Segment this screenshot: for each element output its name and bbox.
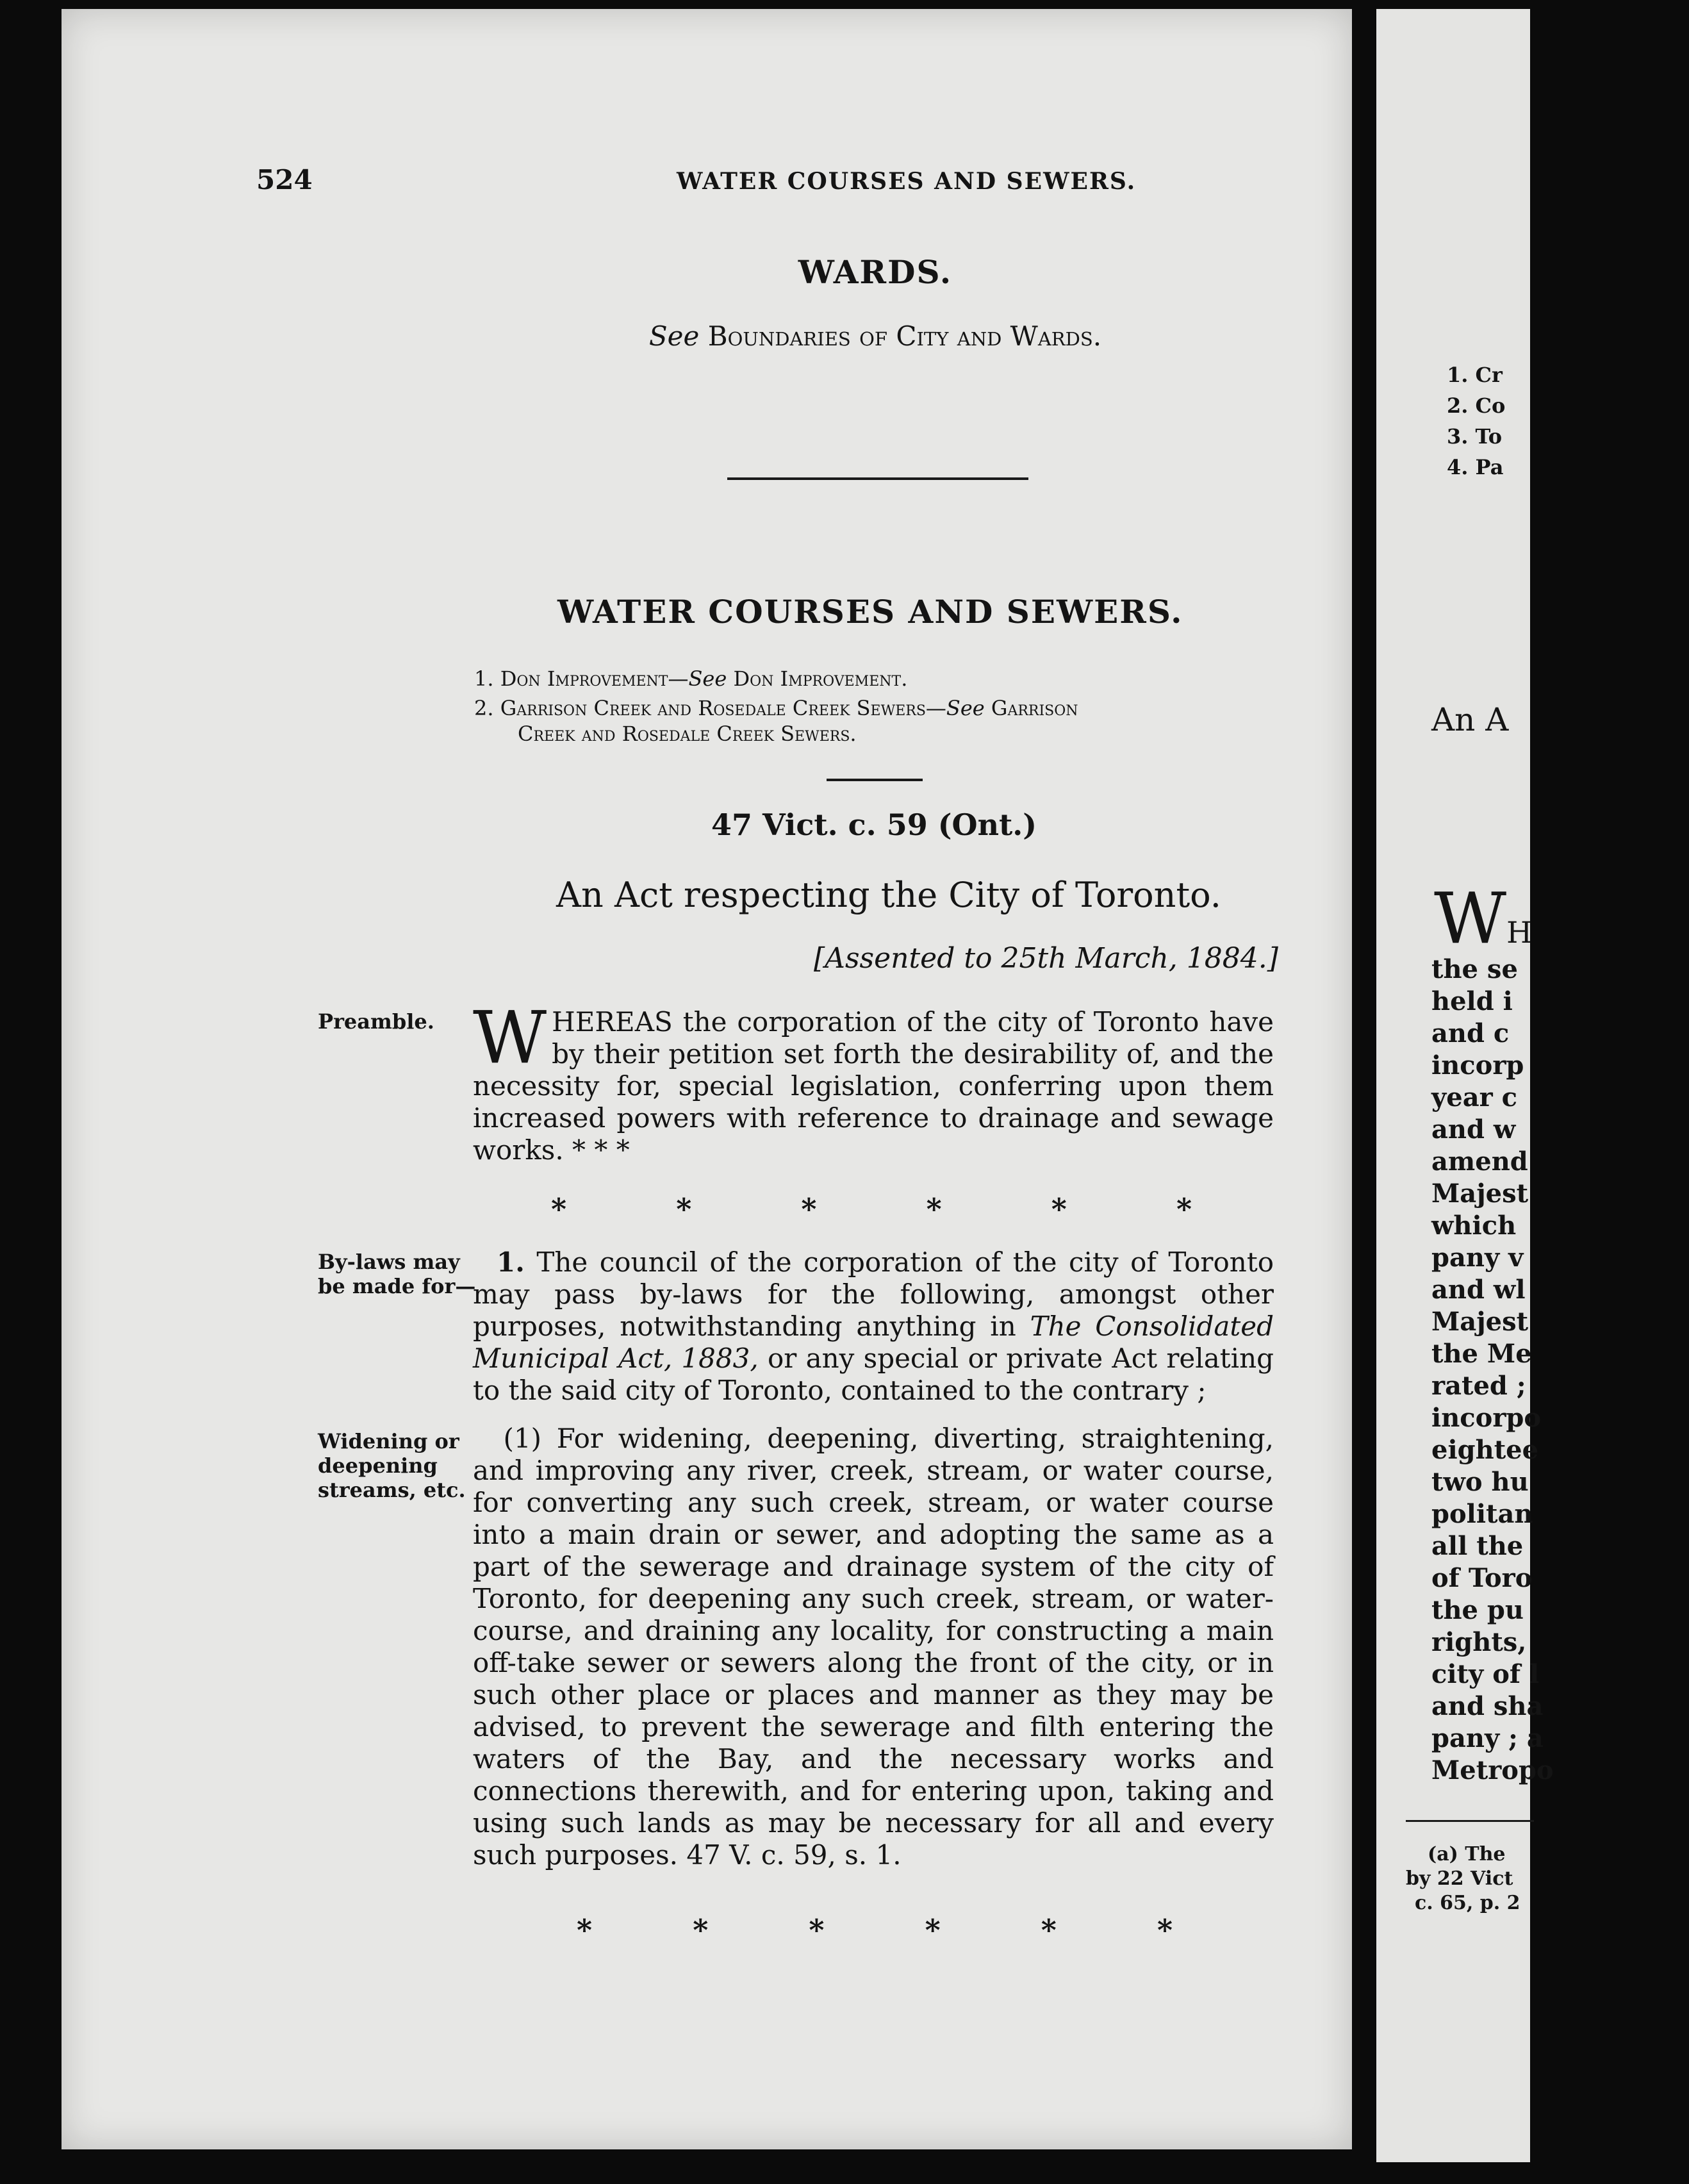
clause-1-paragraph — [473, 1423, 1274, 1871]
margin-line: streams, etc. — [318, 1478, 466, 1502]
assent-date: [Assented to 25th March, 1884.] — [814, 942, 1278, 975]
toc-ref: Don Improvement. — [733, 666, 908, 691]
right-line: all the — [1431, 1531, 1524, 1561]
see-word: See — [688, 666, 727, 691]
right-line: amend — [1431, 1146, 1528, 1177]
right-line: Majest — [1431, 1179, 1529, 1209]
ellipsis-stars — [551, 1192, 1192, 1227]
short-rule — [827, 779, 923, 781]
right-line: city of l — [1431, 1659, 1540, 1689]
page-number: 524 — [256, 164, 313, 195]
right-toc-item: 3. To — [1447, 424, 1503, 449]
toc-item-1 — [474, 666, 907, 691]
right-line: held i — [1431, 986, 1513, 1016]
footnote-rule — [1406, 1820, 1534, 1822]
right-line: which — [1431, 1211, 1517, 1241]
preamble-paragraph — [473, 997, 1274, 1166]
right-line: two hu — [1431, 1467, 1529, 1497]
star: * — [693, 1913, 709, 1948]
right-line: the pu — [1431, 1595, 1524, 1625]
right-toc-item: 4. Pa — [1447, 455, 1504, 479]
star: * — [676, 1192, 692, 1227]
star: * — [809, 1913, 825, 1948]
margin-line: By-laws may — [318, 1250, 460, 1274]
drop-cap: W — [1434, 877, 1507, 959]
section-heading: WATER COURSES AND SEWERS. — [557, 593, 1183, 631]
toc-item-2-continued — [518, 722, 857, 746]
right-footnote: (a) The — [1428, 1843, 1506, 1866]
toc-ref: Garrison — [991, 696, 1078, 720]
right-line: rights, — [1431, 1627, 1527, 1657]
page-right — [1376, 9, 1554, 2162]
section-1-text: The council of the corporation of the city of Toronto may pass by-laws for the following, amongst other purposes, notwithstanding anything in — [473, 1246, 1274, 1342]
star: * — [1176, 1192, 1192, 1227]
see-word: See — [648, 320, 700, 352]
star: * — [925, 1913, 941, 1948]
right-line: eightee — [1431, 1435, 1539, 1465]
right-line: and wl — [1431, 1275, 1526, 1305]
ellipsis-stars-bottom — [577, 1913, 1173, 1948]
star: * — [926, 1192, 942, 1227]
running-head — [256, 164, 1281, 203]
star: * — [1041, 1913, 1057, 1948]
right-line: year c — [1431, 1082, 1517, 1113]
clause-1-text: (1) For widening, deepening, diverting, straightening, and improving any river, creek, stream, or water course, for converting any such creek, stream, or water course into a main drain or sewer, and adopting the same as a part of the sewerage and drainage system of the city of Toronto, for deepening any such creek, stream, or water-course, and draining any locality, for constructing a main off-take sewer or sewers along the front of the city, or in such other place or places and manner as they may be advised, to prevent the sewerage and filth entering the waters of the Bay, and the necessary works and connections therewith, and for entering upon, taking and using such lands as may be necessary for all and every such purposes. 47 V. c. 59, s. 1. — [473, 1423, 1274, 1871]
margin-note-preamble: Preamble. — [318, 1009, 434, 1034]
star: * — [551, 1192, 567, 1227]
toc-number: 2. — [474, 696, 494, 720]
act-citation: 47 Vict. c. 59 (Ont.) — [711, 807, 1037, 842]
act-title: An Act respecting the City of Toronto. — [556, 875, 1221, 915]
divider-rule — [727, 477, 1028, 480]
right-line: of Toro — [1431, 1563, 1533, 1593]
right-line: politan — [1431, 1499, 1533, 1529]
margin-line: deepening — [318, 1453, 438, 1478]
dropcap-tail: H — [1506, 915, 1533, 950]
preamble-text: HEREAS the corporation of the city of Toronto have by their petition set forth the desirability of, and the necessity for, special legislation, conferring upon them increased powers with reference to drainage and sewage works. * * * — [473, 1006, 1274, 1166]
right-line: and sha — [1431, 1691, 1544, 1721]
star: * — [1051, 1192, 1067, 1227]
section-1-paragraph — [473, 1246, 1274, 1407]
right-line: and c — [1431, 1018, 1510, 1048]
statute-title: The Consolidated Municipal Act, 1883, — [473, 1311, 1274, 1374]
right-line: incorp — [1431, 1050, 1524, 1080]
running-title: WATER COURSES AND SEWERS. — [677, 168, 1137, 195]
margin-line: be made for— — [318, 1274, 476, 1298]
right-footnote: c. 65, p. 2 — [1415, 1892, 1520, 1914]
right-line: and w — [1431, 1114, 1516, 1145]
toc-text: Garrison Creek and Rosedale Creek Sewers— — [500, 696, 946, 720]
drop-cap: W — [473, 997, 547, 1080]
toc-number: 1. — [474, 666, 494, 691]
right-dropcap — [1434, 877, 1532, 959]
right-line: Metropo — [1431, 1755, 1554, 1785]
star: * — [801, 1192, 817, 1227]
right-line: the se — [1431, 954, 1518, 984]
right-line: the Me — [1431, 1339, 1532, 1369]
wards-heading: WARDS. — [798, 253, 953, 291]
section-1-text-end: or any special or private Act relating to the said city of Toronto, contained to the contrary ; — [473, 1343, 1274, 1406]
margin-line: Widening or — [318, 1429, 459, 1453]
see-word: See — [946, 696, 985, 720]
toc-text: Creek and Rosedale Creek Sewers. — [518, 722, 857, 746]
star: * — [577, 1913, 593, 1948]
right-line: pany v — [1431, 1243, 1524, 1273]
toc-item-2 — [474, 696, 1078, 720]
right-line: pany ; a — [1431, 1723, 1544, 1753]
right-act-title: An A — [1431, 701, 1509, 738]
right-toc-item: 1. Cr — [1447, 363, 1503, 387]
right-line: Majest — [1431, 1307, 1529, 1337]
right-line: incorpo — [1431, 1403, 1542, 1433]
right-line: rated ; — [1431, 1371, 1526, 1401]
margin-note-widening — [318, 1429, 466, 1502]
margin-note-bylaws — [318, 1250, 475, 1298]
right-footnote: by 22 Vict — [1406, 1867, 1513, 1890]
right-toc-item: 2. Co — [1447, 393, 1506, 418]
star: * — [1157, 1913, 1173, 1948]
section-number: 1. — [496, 1246, 525, 1278]
wards-ref-text: Boundaries of City and Wards. — [707, 320, 1102, 352]
toc-text: Don Improvement— — [500, 666, 689, 691]
